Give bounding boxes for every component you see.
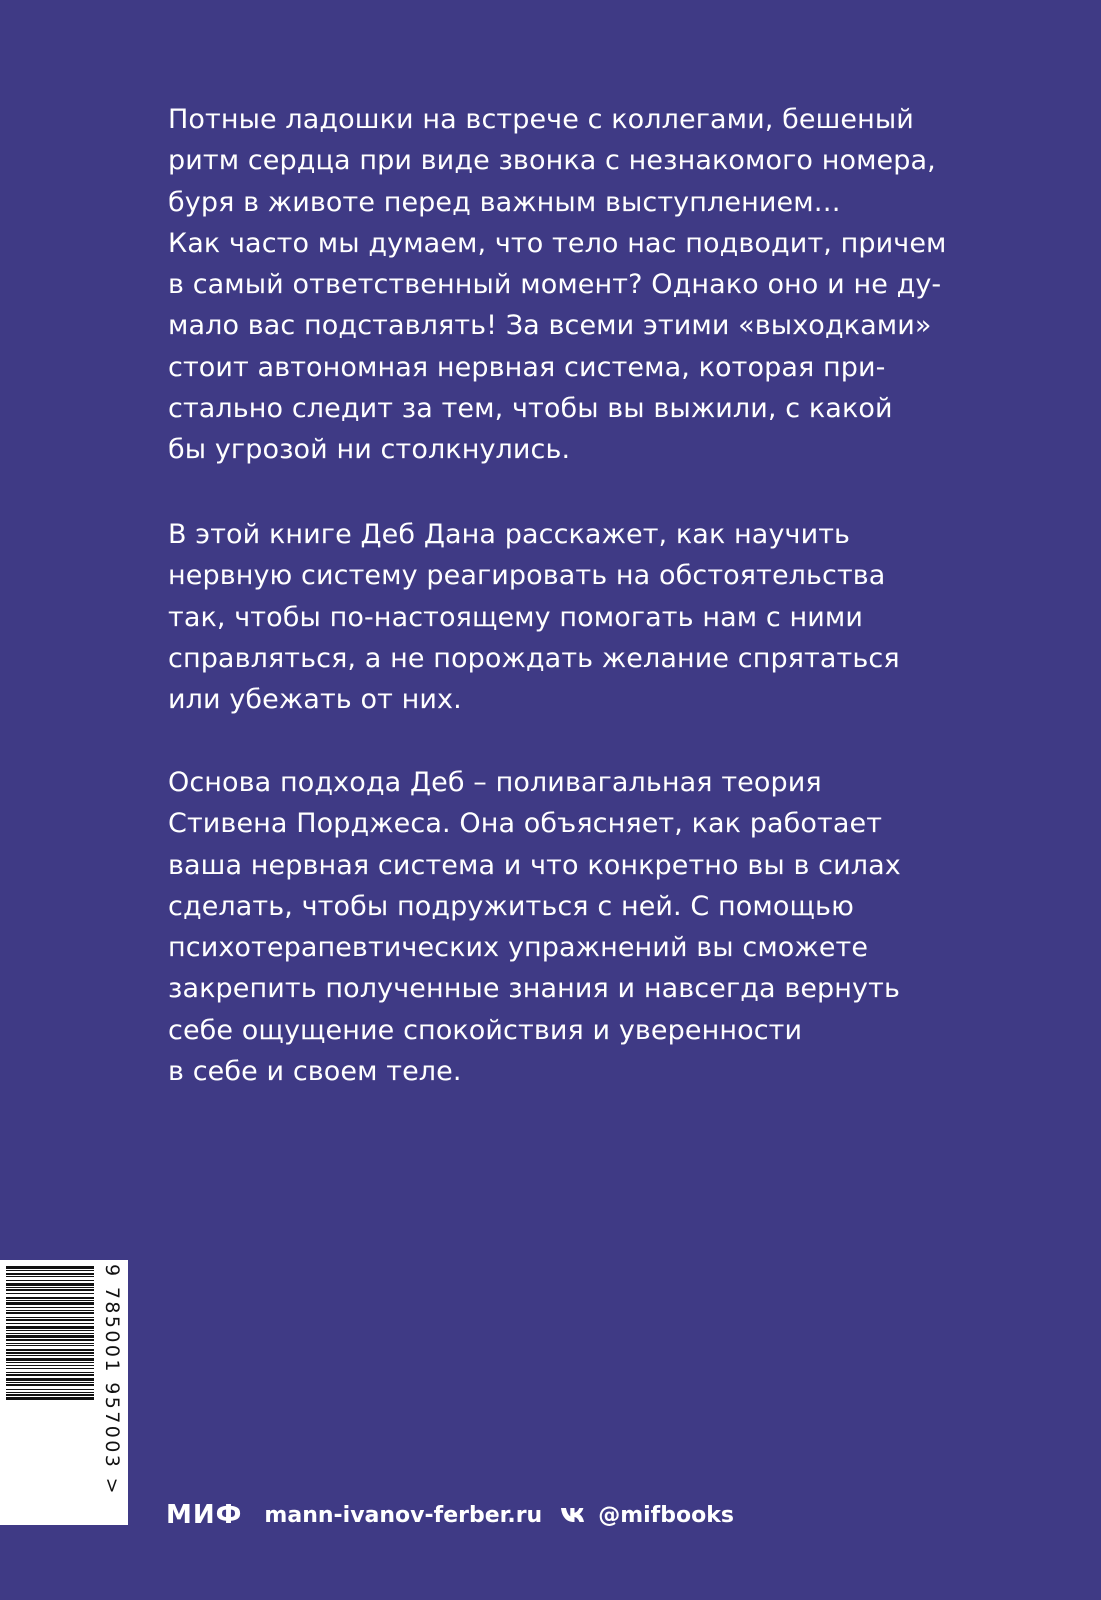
barcode-bar [6, 1310, 94, 1311]
barcode-bar [6, 1289, 94, 1291]
text-line: так, чтобы по-настоящему помогать нам с ними [168, 601, 864, 633]
barcode-bar [6, 1266, 94, 1269]
barcode-bar [6, 1352, 94, 1354]
barcode-bar [6, 1358, 94, 1361]
barcode-bar [6, 1374, 94, 1376]
publisher-logo: МИФ [166, 1500, 243, 1530]
text-line: справляться, а не порождать желание спрятаться [168, 642, 900, 674]
barcode-bar [6, 1302, 94, 1305]
barcode-bar [6, 1392, 94, 1393]
barcode-bar [6, 1378, 94, 1381]
barcode-bar [6, 1323, 94, 1324]
barcode-bar [6, 1349, 94, 1351]
barcode-bar [6, 1330, 94, 1331]
publisher-footer [166, 1495, 734, 1535]
text-line: нервную систему реагировать на обстоятельства [168, 560, 886, 592]
barcode-bar [6, 1382, 94, 1383]
text-line: сделать, чтобы подружиться с ней. С помощью [168, 890, 854, 922]
vk-icon[interactable] [560, 1507, 586, 1523]
barcode-bar [6, 1287, 94, 1288]
barcode-bar [6, 1335, 94, 1338]
barcode-bar [6, 1270, 94, 1271]
barcode-bar [6, 1293, 94, 1294]
text-line: психотерапевтических упражнений вы сможете [168, 932, 869, 964]
barcode-bars [0, 1260, 100, 1525]
text-line: В этой книге Деб Дана расскажет, как научить [168, 519, 851, 550]
barcode-bar [6, 1372, 94, 1373]
barcode-bar [6, 1283, 94, 1286]
barcode-bar [6, 1368, 94, 1369]
text-line: закрепить полученные знания и навсегда вернуть [168, 973, 900, 1005]
barcode-bar [6, 1365, 94, 1366]
description-paragraph-3 [168, 762, 968, 1092]
barcode-bar [6, 1307, 94, 1308]
barcode-digits: 9 785001 957003 > [101, 1264, 123, 1496]
barcode-bar [6, 1384, 94, 1386]
barcode-bar [6, 1397, 94, 1400]
barcode-bar [6, 1326, 94, 1329]
text-line: буря в животе перед важным выступлением… [168, 186, 841, 218]
barcode-bar [6, 1333, 94, 1334]
text-line: Основа подхода Деб – поливагальная теория [168, 767, 822, 798]
text-line: себе ощущение спокойствия и уверенности [168, 1014, 803, 1046]
text-line: ваша нервная система и что конкретно вы в силах [168, 849, 901, 881]
text-line: ритм сердца при виде звонка с незнакомого номера, [168, 145, 936, 177]
barcode-bar [6, 1343, 94, 1344]
description-paragraph-1 [168, 99, 968, 471]
barcode-bar [6, 1280, 94, 1281]
barcode-bar [6, 1276, 94, 1277]
text-line: Как часто мы думаем, что тело нас подводит, причем [168, 227, 947, 259]
text-line: стально следит за тем, чтобы вы выжили, с какой [168, 393, 893, 425]
barcode-bar [6, 1319, 94, 1321]
barcode-bar [6, 1394, 94, 1396]
barcode-bar [6, 1297, 94, 1299]
text-line: в себе и своем теле. [168, 1056, 462, 1088]
text-line: Стивена Порджеса. Она объясняет, как работает [168, 808, 883, 840]
barcode-bar [6, 1317, 94, 1318]
text-line: мало вас подставлять! За всеми этими «выходками» [168, 310, 932, 342]
barcode-bar [6, 1389, 94, 1390]
text-line: Потные ладошки на встрече с коллегами, бешеный [168, 104, 914, 135]
publisher-website-link[interactable]: mann-ivanov-ferber.ru [264, 1502, 543, 1528]
barcode-bar [6, 1362, 94, 1363]
text-line: бы угрозой ни столкнулись. [168, 434, 571, 466]
text-line: стоит автономная нервная система, которая при- [168, 351, 886, 383]
barcode-bar [6, 1273, 94, 1275]
barcode-bar [6, 1300, 94, 1301]
text-line: в самый ответственный момент? Однако оно и не ду- [168, 269, 942, 301]
barcode-bar [6, 1312, 94, 1314]
barcode-bar [6, 1355, 94, 1356]
social-handle[interactable]: @mifbooks [598, 1502, 734, 1528]
barcode-bar [6, 1339, 94, 1341]
barcode-bar [6, 1345, 94, 1346]
description-paragraph-2 [168, 514, 968, 720]
text-line: или убежать от них. [168, 684, 462, 716]
